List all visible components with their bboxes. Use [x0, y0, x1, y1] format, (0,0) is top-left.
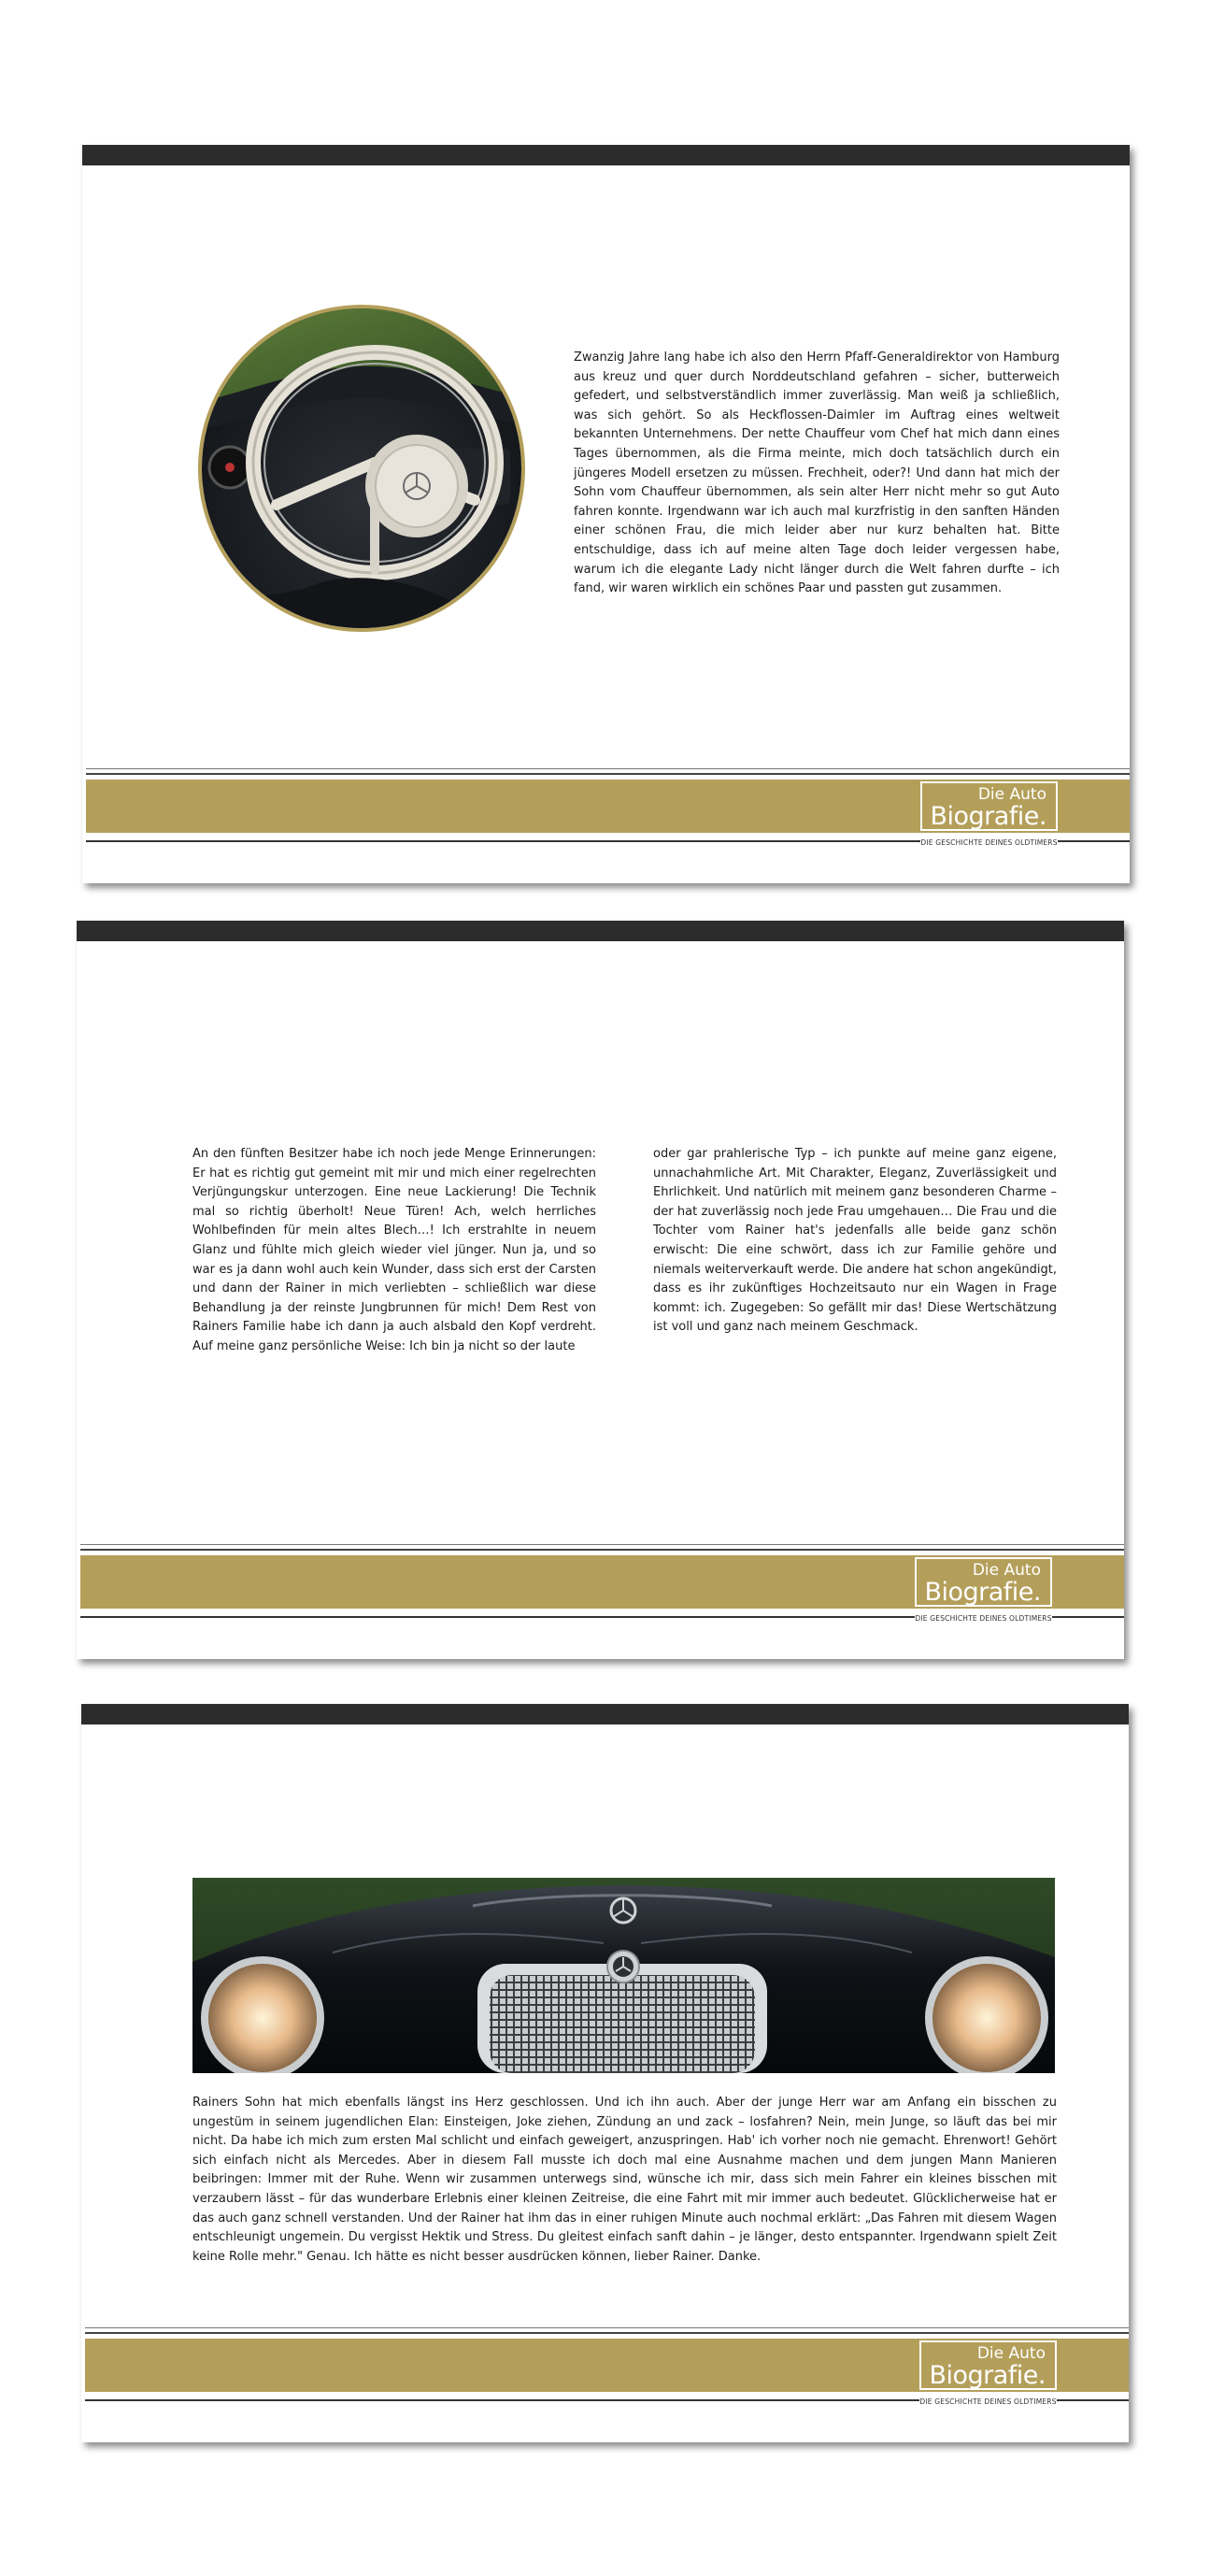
story-text: Zwanzig Jahre lang habe ich also den Herrn Pfaff-Generaldirektor von Hamburg aus kreuz und quer durch Norddeutschland gefahren – sicher, butterweich gefedert, und selbstverständlich immer zuverlässig. Man weiß ja schließlich, was sich gehört. So als Heckflossen-Daimler im Auftrag eines weltweit bekannten Unternehmens. Der nette Chauffeur vom Chef hat mich dann eines Tages übernommen, als die Firma meinte, mich doch tatsächlich durch ein jüngeres Modell ersetzen zu müssen. Frechheit, oder?! Und dann hat mich der Sohn vom Chauffeur übernommen, als sein alter Herr nicht mehr so gut Auto fahren konnte. Irgendwann war ich auch mal kurzfristig in den sanften Händen einer schönen Frau, die mich leider aber nur kurz behalten hat. Bitte entschuldige, dass ich auf meine alten Tage doch leider vergessen habe, warum ich die elegante Lady nicht länger durch die Welt fahren durfte – ich fand, wir waren wirklich ein schönes Paar und passten gut zusammen. — [574, 351, 1060, 596]
logo — [915, 1557, 1052, 1607]
logo-line1: Die Auto — [972, 1561, 1041, 1580]
top-bar — [81, 1704, 1129, 1724]
footer-rule-thin — [86, 768, 1130, 769]
top-bar — [77, 921, 1124, 941]
logo-line2: Biografie. — [929, 2361, 1046, 2390]
logo-tagline: DIE GESCHICHTE DEINES OLDTIMERS — [920, 838, 1058, 847]
logo-tagline: DIE GESCHICHTE DEINES OLDTIMERS — [915, 1614, 1052, 1623]
logo-line1: Die Auto — [976, 2344, 1046, 2363]
footer-rule-thin — [80, 1544, 1124, 1545]
story-column-2: oder gar prahlerische Typ – ich punkte auf meine ganz eigene, unnachahmliche Art. Mit Charakter, Eleganz, Zuverlässigkeit und Ehrlichkeit. Und natürlich mit meinem ganz besonderen Charme – der hat zuverlässig noch jede Frau umgehauen… Die Frau und die Tochter vom Rainer hat's jedenfalls alle beide ganz schön erwischt: Die eine schwört, dass ich zur Familie gehöre und niemals weiterverkauft werde. Die andere hat schon angekündigt, dass es ihr zukünftiges Hochzeitsauto nur ein Wagen in Frage kommt: ich. Zugegeben: So gefällt mir das! Diese Wertschätzung ist voll und ganz nach meinem Geschmack. — [653, 1147, 1057, 1335]
top-bar — [82, 145, 1130, 165]
steering-wheel-photo — [198, 305, 525, 632]
footer-rule — [86, 773, 1130, 775]
logo — [920, 781, 1058, 831]
car-front-photo — [192, 1878, 1055, 2073]
logo-line2: Biografie. — [924, 1578, 1041, 1607]
brochure-page-3 — [81, 1704, 1129, 2442]
footer-rule-thin — [85, 2327, 1129, 2328]
story-text: Rainers Sohn hat mich ebenfalls längst ins Herz geschlossen. Und ich ihn auch. Aber der junge Herr war am Anfang ein bisschen zu ungestüm in seinem jugendlichen Elan: Einsteigen, Joke ziehen, Zündung an und zack – losfahren? Nein, mein Junge, so läuft das bei mir nicht. Da habe ich mich zum ersten Mal schlicht und einfach geweigert, anzuspringen. Hab' ich vorher noch nie gemacht. Ehrenwort! Gehört sich einfach nicht als Mercedes. Aber in diesem Fall musste ich doch mal eine Ausnahme machen und dem jungen Mann Manieren beibringen: Immer mit der Ruhe. Wenn wir zusammen unterwegs sind, wünsche ich mir, dass sich mein Fahrer ein kleines bisschen mit verzaubern lässt – für das wunderbare Erlebnis einer kleinen Zeitreise, die eine Fahrt mit mir immer auch bedeutet. Glücklicherweise hat er das auch ganz schnell verstanden. Und der Rainer hat ihm das in einer ruhigen Minute auch nochmal erklärt: „Das Fahren mit diesem Wagen entschleunigt ungemein. Du vergisst Hektik und Stress. Du gleitest einfach sanft dahin – je länger, desto entspannter. Irgendwann spielt Zeit keine Rolle mehr." Genau. Ich hätte es nicht besser ausdrücken können, lieber Rainer. Danke. — [192, 2096, 1057, 2264]
logo-line1: Die Auto — [977, 785, 1046, 804]
story-column-1: An den fünften Besitzer habe ich noch jede Menge Erinnerungen: Er hat es richtig gut gemeint mit mir und mich einer regelrechten Verjüngungskur unterzogen. Eine neue Lackierung! Die Technik mal so richtig überholt! Neue Türen! Ach, welch herrliches Wohlbefinden für mein altes Blech…! Ich erstrahlte in neuem Glanz und fühlte mich gleich wieder viel jünger. Nun ja, und so war es ja dann wohl auch kein Wunder, dass sich erst der Carsten und dann der Rainer in mich verliebten – schließlich war diese Behandlung ja der reinste Jungbrunnen für mich! Dem Rest von Rainers Familie habe ich dann ja auch alsbald den Kopf verdreht. Auf meine ganz persönliche Weise: Ich bin ja nicht so der laute — [192, 1147, 596, 1353]
logo-line2: Biografie. — [930, 802, 1046, 831]
brochure-page-2 — [77, 921, 1124, 1659]
logo-tagline: DIE GESCHICHTE DEINES OLDTIMERS — [919, 2397, 1057, 2406]
footer-rule — [85, 2332, 1129, 2334]
brochure-page-1 — [82, 145, 1130, 883]
logo — [919, 2340, 1057, 2390]
footer-rule — [80, 1549, 1124, 1551]
